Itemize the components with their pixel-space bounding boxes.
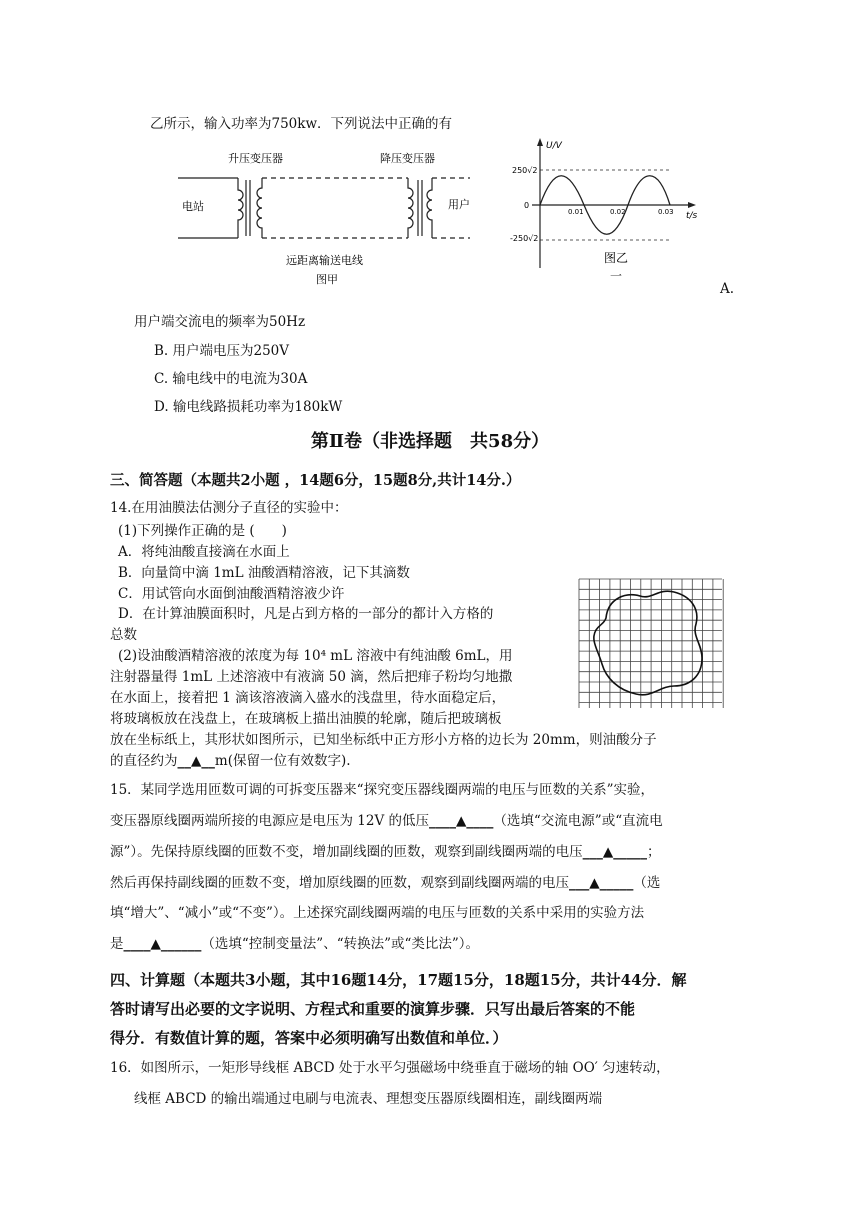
q15-line4-text: 然后再保持副线圈的匝数不变，增加原线圈的匝数，观察到副线圈两端的电压 bbox=[110, 875, 569, 891]
y-axis-label: U/V bbox=[546, 141, 562, 151]
q15-line4 bbox=[110, 872, 660, 894]
q15-line4-end: （选 bbox=[633, 875, 661, 891]
option-a-label: A. bbox=[720, 281, 735, 297]
q15-line6 bbox=[110, 933, 479, 955]
station-label: 电站 bbox=[182, 200, 204, 213]
q13-intro: 乙所示，输入功率为750kw．下列说法中正确的有 bbox=[150, 116, 453, 132]
ytick-pos: 250√2 bbox=[512, 166, 538, 175]
fig-yi-dash: 一 bbox=[610, 269, 623, 283]
section4-line2: 答时请写出必要的文字说明、方程式和重要的演算步骤．只写出最后答案的不能 bbox=[110, 1000, 636, 1018]
fig-jia-caption: 图甲 bbox=[316, 273, 338, 286]
q15-blank3[interactable]: ___▲_____ bbox=[569, 875, 634, 891]
x-axis-label: t/s bbox=[686, 211, 698, 221]
option-d: D. 输电线路损耗功率为180kW bbox=[154, 399, 343, 415]
q15-line2-text: 变压器原线圈两端所接的电源应是电压为 12V 的低压 bbox=[110, 813, 430, 829]
ytick-neg: -250√2 bbox=[510, 234, 539, 243]
option-b: B. 用户端电压为250V bbox=[154, 343, 290, 359]
section4-line3: 得分．有数值计算的题，答案中必须明确写出数值和单位．） bbox=[110, 1029, 508, 1047]
line-label: 远距离输送电线 bbox=[286, 254, 363, 267]
oil-film-grid-figure bbox=[578, 578, 724, 710]
step-down-label: 降压变压器 bbox=[380, 152, 435, 165]
section4-line1: 四、计算题（本题共3小题，其中16题14分，17题15分，18题15分，共计44分．解 bbox=[110, 971, 687, 989]
q14-sub2-text: 的直径约为 bbox=[110, 753, 178, 769]
q14-stem: 14.在用油膜法估测分子直径的实验中： bbox=[110, 500, 348, 516]
q15-line3-text: 源”）。先保持原线圈的匝数不变，增加副线圈的匝数，观察到副线圈两端的电压 bbox=[110, 844, 583, 860]
figure-yi bbox=[510, 136, 710, 296]
q14-sub2-line1: (2)设油酸酒精溶液的浓度为每 10⁴ mL 溶液中有纯油酸 6mL，用 bbox=[118, 648, 513, 664]
q14-option-d: D．在计算油膜面积时，凡是占到方格的一部分的都计入方格的 bbox=[118, 606, 494, 622]
q15-line6-text: 是 bbox=[110, 936, 124, 952]
q15-line2-hint: （选填“交流电源”或“直流电 bbox=[493, 813, 663, 829]
q15-line3 bbox=[110, 841, 661, 863]
q14-sub2-line6 bbox=[110, 750, 351, 772]
q14-sub1: (1)下列操作正确的是 ( ) bbox=[118, 523, 287, 539]
figure-jia bbox=[170, 140, 480, 290]
q16-line1: 16．如图所示，一矩形导线框 ABCD 处于水平匀强磁场中绕垂直于磁场的轴 OO′ 匀速转动， bbox=[110, 1060, 670, 1076]
origin-label: 0 bbox=[524, 201, 530, 210]
q14-sub2-line3: 在水面上，接着把 1 滴该溶液滴入盛水的浅盘里，待水面稳定后， bbox=[110, 690, 506, 706]
xtick-1: 0.01 bbox=[568, 208, 584, 216]
option-a: 用户端交流电的频率为50Hz bbox=[134, 314, 306, 330]
q14-sub2-unit: m(保留一位有效数字). bbox=[214, 753, 351, 769]
q14-option-a: A．将纯油酸直接滴在水面上 bbox=[118, 544, 290, 560]
q15-blank1[interactable]: ____▲____ bbox=[429, 813, 494, 829]
xtick-3: 0.03 bbox=[658, 208, 674, 216]
user-label: 用户 bbox=[448, 198, 470, 211]
q14-option-d-cont: 总数 bbox=[110, 627, 137, 643]
step-up-label: 升压变压器 bbox=[228, 152, 283, 165]
q15-line2 bbox=[110, 810, 663, 832]
q14-sub2-line4: 将玻璃板放在浅盘上，在玻璃板上描出油膜的轮廓，随后把玻璃板 bbox=[110, 711, 502, 727]
q15-blank2[interactable]: ___▲_____ bbox=[582, 844, 648, 860]
q14-option-c: C．用试管向水面倒油酸酒精溶液少许 bbox=[118, 586, 345, 602]
q15-blank4[interactable]: ____▲______ bbox=[123, 936, 202, 952]
fig-yi-caption: 图乙 bbox=[604, 251, 629, 265]
q15-line5: 填“增大”、“减小”或“不变”）。上述探究副线圈两端的电压与匝数的关系中采用的实验方法 bbox=[110, 905, 645, 921]
q15-line1: 15．某同学选用匝数可调的可拆变压器来“探究变压器线圈两端的电压与匝数的关系”实验， bbox=[110, 782, 654, 798]
q14-sub2-line2: 注射器量得 1mL 上述溶液中有液滴 50 滴，然后把痱子粉均匀地撒 bbox=[110, 669, 513, 685]
q15-line6-hint: （选填“控制变量法”、“转换法”或“类比法”）。 bbox=[201, 936, 480, 952]
part2-title: 第Ⅱ卷（非选择题 共58分） bbox=[310, 431, 550, 452]
q14-answer-blank[interactable]: __▲__ bbox=[177, 753, 215, 769]
q14-sub2-line5: 放在坐标纸上，其形状如图所示，已知坐标纸中正方形小方格的边长为 20mm，则油酸分子 bbox=[110, 732, 657, 748]
option-c: C. 输电线中的电流为30A bbox=[154, 371, 308, 387]
q16-line2: 线框 ABCD 的输出端通过电刷与电流表、理想变压器原线圈相连，副线圈两端 bbox=[134, 1091, 603, 1107]
xtick-2: 0.02 bbox=[610, 208, 626, 216]
q15-line3-end: ； bbox=[647, 844, 661, 860]
section3-title: 三、简答题（本题共2小题 ，14题6分，15题8分,共计14分.） bbox=[110, 472, 521, 489]
q14-option-b: B．向量筒中滴 1mL 油酸酒精溶液，记下其滴数 bbox=[118, 565, 410, 581]
